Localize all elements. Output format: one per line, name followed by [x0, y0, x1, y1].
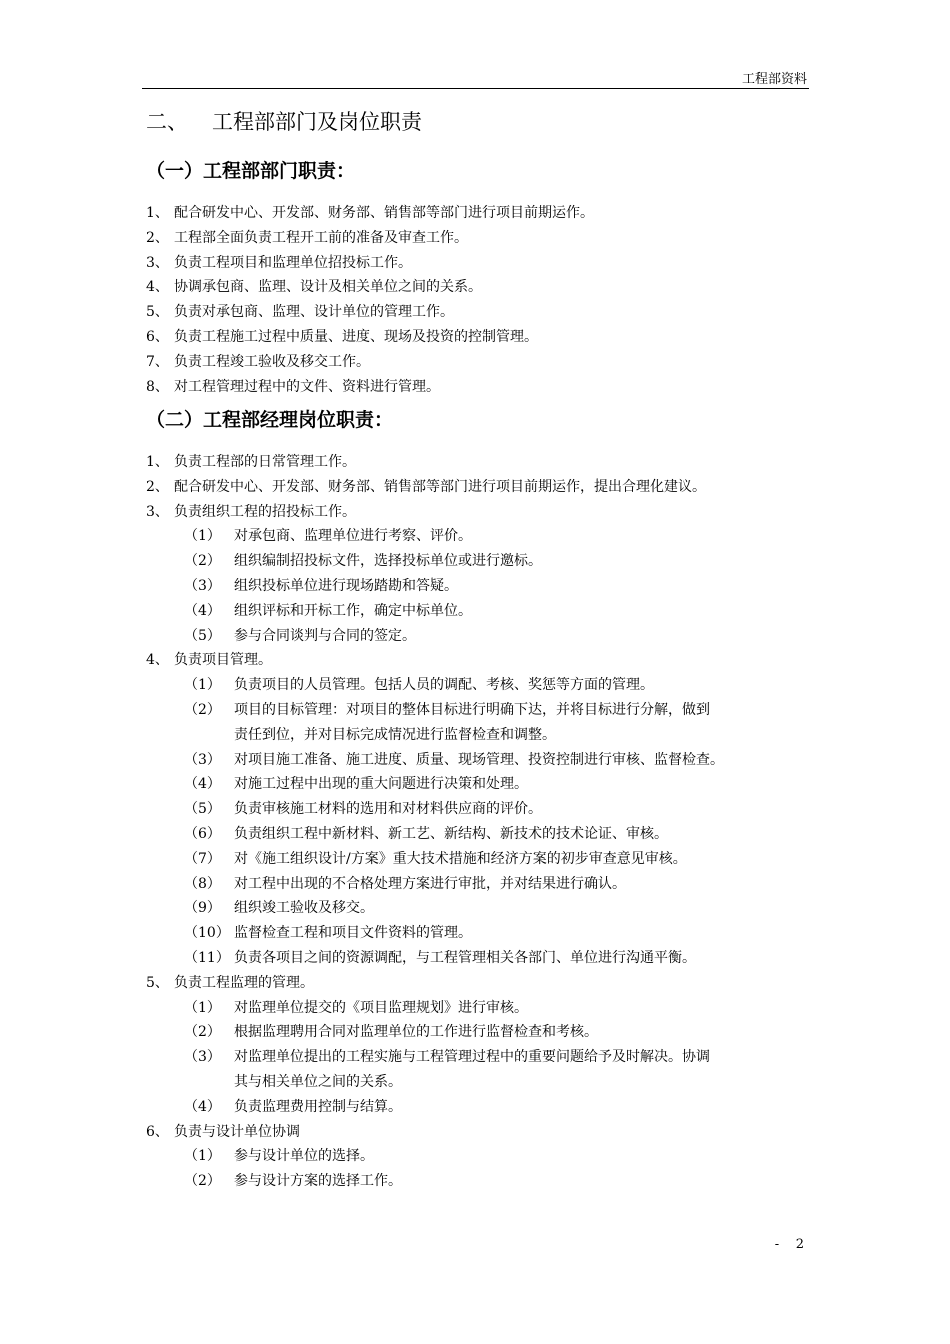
item-text: 负责工程监理的管理。 [174, 974, 314, 991]
sub-item-number: （4） [184, 602, 221, 619]
list-item [146, 251, 594, 276]
list-item [146, 201, 594, 226]
item-number: 2、 [146, 229, 169, 246]
item-text: 对项目施工准备、施工进度、质量、现场管理、投资控制进行审核、监督检查。 [234, 751, 724, 768]
item-text: 对监理单位提交的《项目监理规划》进行审核。 [234, 999, 528, 1016]
item-text: 对工程中出现的不合格处理方案进行审批，并对结果进行确认。 [234, 875, 626, 892]
item-text: 对施工过程中出现的重大问题进行决策和处理。 [234, 776, 528, 793]
list-item [146, 971, 724, 996]
sub-item-number: （9） [184, 900, 221, 917]
item-text: 负责组织工程中新材料、新工艺、新结构、新技术的技术论证、审核。 [234, 825, 668, 842]
item-text: 责任到位，并对目标完成情况进行监督检查和调整。 [234, 726, 556, 743]
list-item [146, 1120, 724, 1145]
sub-item-number: （3） [184, 1049, 221, 1066]
sub-list-item [146, 748, 724, 773]
sub-list-item [146, 1020, 724, 1045]
part2-list [146, 450, 724, 1194]
item-text: 组织评标和开标工作，确定中标单位。 [234, 602, 472, 619]
item-text: 负责各项目之间的资源调配，与工程管理相关各部门、单位进行沟通平衡。 [234, 949, 696, 966]
sub-list-item [146, 549, 724, 574]
item-text: 对监理单位提出的工程实施与工程管理过程中的重要问题给予及时解决。协调 [234, 1049, 710, 1066]
sub-item-number: （5） [184, 801, 221, 818]
sub-list-item [146, 946, 724, 971]
item-text: 负责工程施工过程中质量、进度、现场及投资的控制管理。 [174, 328, 538, 345]
item-number: 7、 [146, 353, 169, 370]
list-item [146, 475, 724, 500]
sub-item-number: （1） [184, 528, 221, 545]
item-text: 负责工程竣工验收及移交工作。 [174, 353, 370, 370]
item-text: 参与设计单位的选择。 [234, 1148, 374, 1165]
header-title: 工程部资料 [741, 72, 807, 87]
section-heading [146, 108, 422, 136]
item-text: 参与设计方案的选择工作。 [234, 1173, 402, 1190]
sub-list-item [146, 599, 724, 624]
sub-list-item [146, 921, 724, 946]
sub-list-item [146, 1070, 724, 1095]
sub-item-number: （1） [184, 999, 221, 1016]
item-text: 监督检查工程和项目文件资料的管理。 [234, 925, 472, 942]
section-title: 工程部部门及岗位职责 [212, 110, 422, 134]
sub-list-item [146, 698, 724, 723]
list-item [146, 226, 594, 251]
sub-item-number: （4） [184, 1098, 221, 1115]
item-text: 组织编制招投标文件，选择投标单位或进行邀标。 [234, 553, 542, 570]
sub-item-number: （5） [184, 627, 221, 644]
item-number: 8、 [146, 378, 169, 395]
part2-title: （二）工程部经理岗位职责： [146, 409, 394, 431]
sub-item-number: （2） [184, 1173, 221, 1190]
header-rule [142, 88, 809, 89]
part1-title: （一）工程部部门职责： [146, 160, 356, 182]
sub-item-number: （10） [184, 925, 230, 942]
item-number: 5、 [146, 304, 169, 321]
sub-item-number: （3） [184, 577, 221, 594]
item-number: 6、 [146, 328, 169, 345]
item-number: 1、 [146, 205, 169, 221]
item-number: 5、 [146, 974, 169, 991]
list-item [146, 300, 594, 325]
item-text: 负责对承包商、监理、设计单位的管理工作。 [174, 304, 454, 321]
sub-list-item [146, 847, 724, 872]
item-text: 根据监理聘用合同对监理单位的工作进行监督检查和考核。 [234, 1024, 598, 1041]
sub-list-item [146, 797, 724, 822]
sub-list-item [146, 896, 724, 921]
sub-item-number: （7） [184, 850, 221, 867]
sub-item-number: （3） [184, 751, 221, 768]
sub-item-number [184, 1070, 234, 1095]
item-text: 负责项目管理。 [174, 652, 272, 669]
item-text: 对工程管理过程中的文件、资料进行管理。 [174, 378, 440, 395]
item-text: 协调承包商、监理、设计及相关单位之间的关系。 [174, 279, 482, 296]
sub-list-item [146, 1144, 724, 1169]
sub-list-item [146, 673, 724, 698]
sub-list-item [146, 624, 724, 649]
list-item [146, 500, 724, 525]
item-number: 1、 [146, 454, 169, 470]
sub-item-number: （2） [184, 1024, 221, 1041]
page-number: - 2 [774, 1237, 804, 1252]
sub-item-number [184, 723, 234, 748]
sub-list-item [146, 822, 724, 847]
sub-item-number: （4） [184, 776, 221, 793]
sub-item-number: （8） [184, 875, 221, 892]
item-text: 对《施工组织设计/方案》重大技术措施和经济方案的初步审查意见审核。 [234, 850, 687, 867]
sub-list-item [146, 524, 724, 549]
item-text: 组织竣工验收及移交。 [234, 900, 374, 917]
sub-item-number: （2） [184, 701, 221, 718]
sub-item-number: （11） [184, 949, 230, 966]
item-text: 工程部全面负责工程开工前的准备及审查工作。 [174, 229, 468, 246]
item-text: 负责与设计单位协调 [174, 1123, 300, 1140]
item-text: 负责监理费用控制与结算。 [234, 1098, 402, 1115]
item-number: 6、 [146, 1123, 169, 1140]
list-item [146, 648, 724, 673]
sub-list-item [146, 772, 724, 797]
item-text: 负责审核施工材料的选用和对材料供应商的评价。 [234, 801, 542, 818]
sub-item-number: （1） [184, 677, 221, 694]
item-text: 负责工程部的日常管理工作。 [174, 454, 356, 470]
item-number: 3、 [146, 254, 169, 271]
list-item [146, 375, 594, 400]
sub-list-item [146, 1169, 724, 1194]
item-text: 配合研发中心、开发部、财务部、销售部等部门进行项目前期运作，提出合理化建议。 [174, 478, 706, 495]
item-number: 2、 [146, 478, 169, 495]
item-number: 4、 [146, 652, 169, 669]
section-number: 二、 [146, 110, 188, 134]
sub-item-number: （6） [184, 825, 221, 842]
item-text: 负责工程项目和监理单位招投标工作。 [174, 254, 412, 271]
sub-list-item [146, 574, 724, 599]
sub-list-item [146, 996, 724, 1021]
sub-list-item [146, 1045, 724, 1070]
item-text: 负责项目的人员管理。包括人员的调配、考核、奖惩等方面的管理。 [234, 677, 654, 694]
list-item [146, 450, 724, 475]
item-text: 对承包商、监理单位进行考察、评价。 [234, 528, 472, 545]
sub-item-number: （1） [184, 1148, 221, 1165]
item-text: 项目的目标管理：对项目的整体目标进行明确下达，并将目标进行分解，做到 [234, 701, 710, 718]
item-text: 参与合同谈判与合同的签定。 [234, 627, 416, 644]
sub-item-number: （2） [184, 553, 221, 570]
item-text: 组织投标单位进行现场踏勘和答疑。 [234, 577, 458, 594]
list-item [146, 275, 594, 300]
sub-list-item [146, 1095, 724, 1120]
list-item [146, 350, 594, 375]
sub-list-item [146, 872, 724, 897]
item-text: 其与相关单位之间的关系。 [234, 1073, 402, 1090]
item-text: 配合研发中心、开发部、财务部、销售部等部门进行项目前期运作。 [174, 205, 594, 221]
item-number: 4、 [146, 279, 169, 296]
part1-list [146, 201, 594, 399]
item-number: 3、 [146, 503, 169, 520]
item-text: 负责组织工程的招投标工作。 [174, 503, 356, 520]
sub-list-item [146, 723, 724, 748]
list-item [146, 325, 594, 350]
